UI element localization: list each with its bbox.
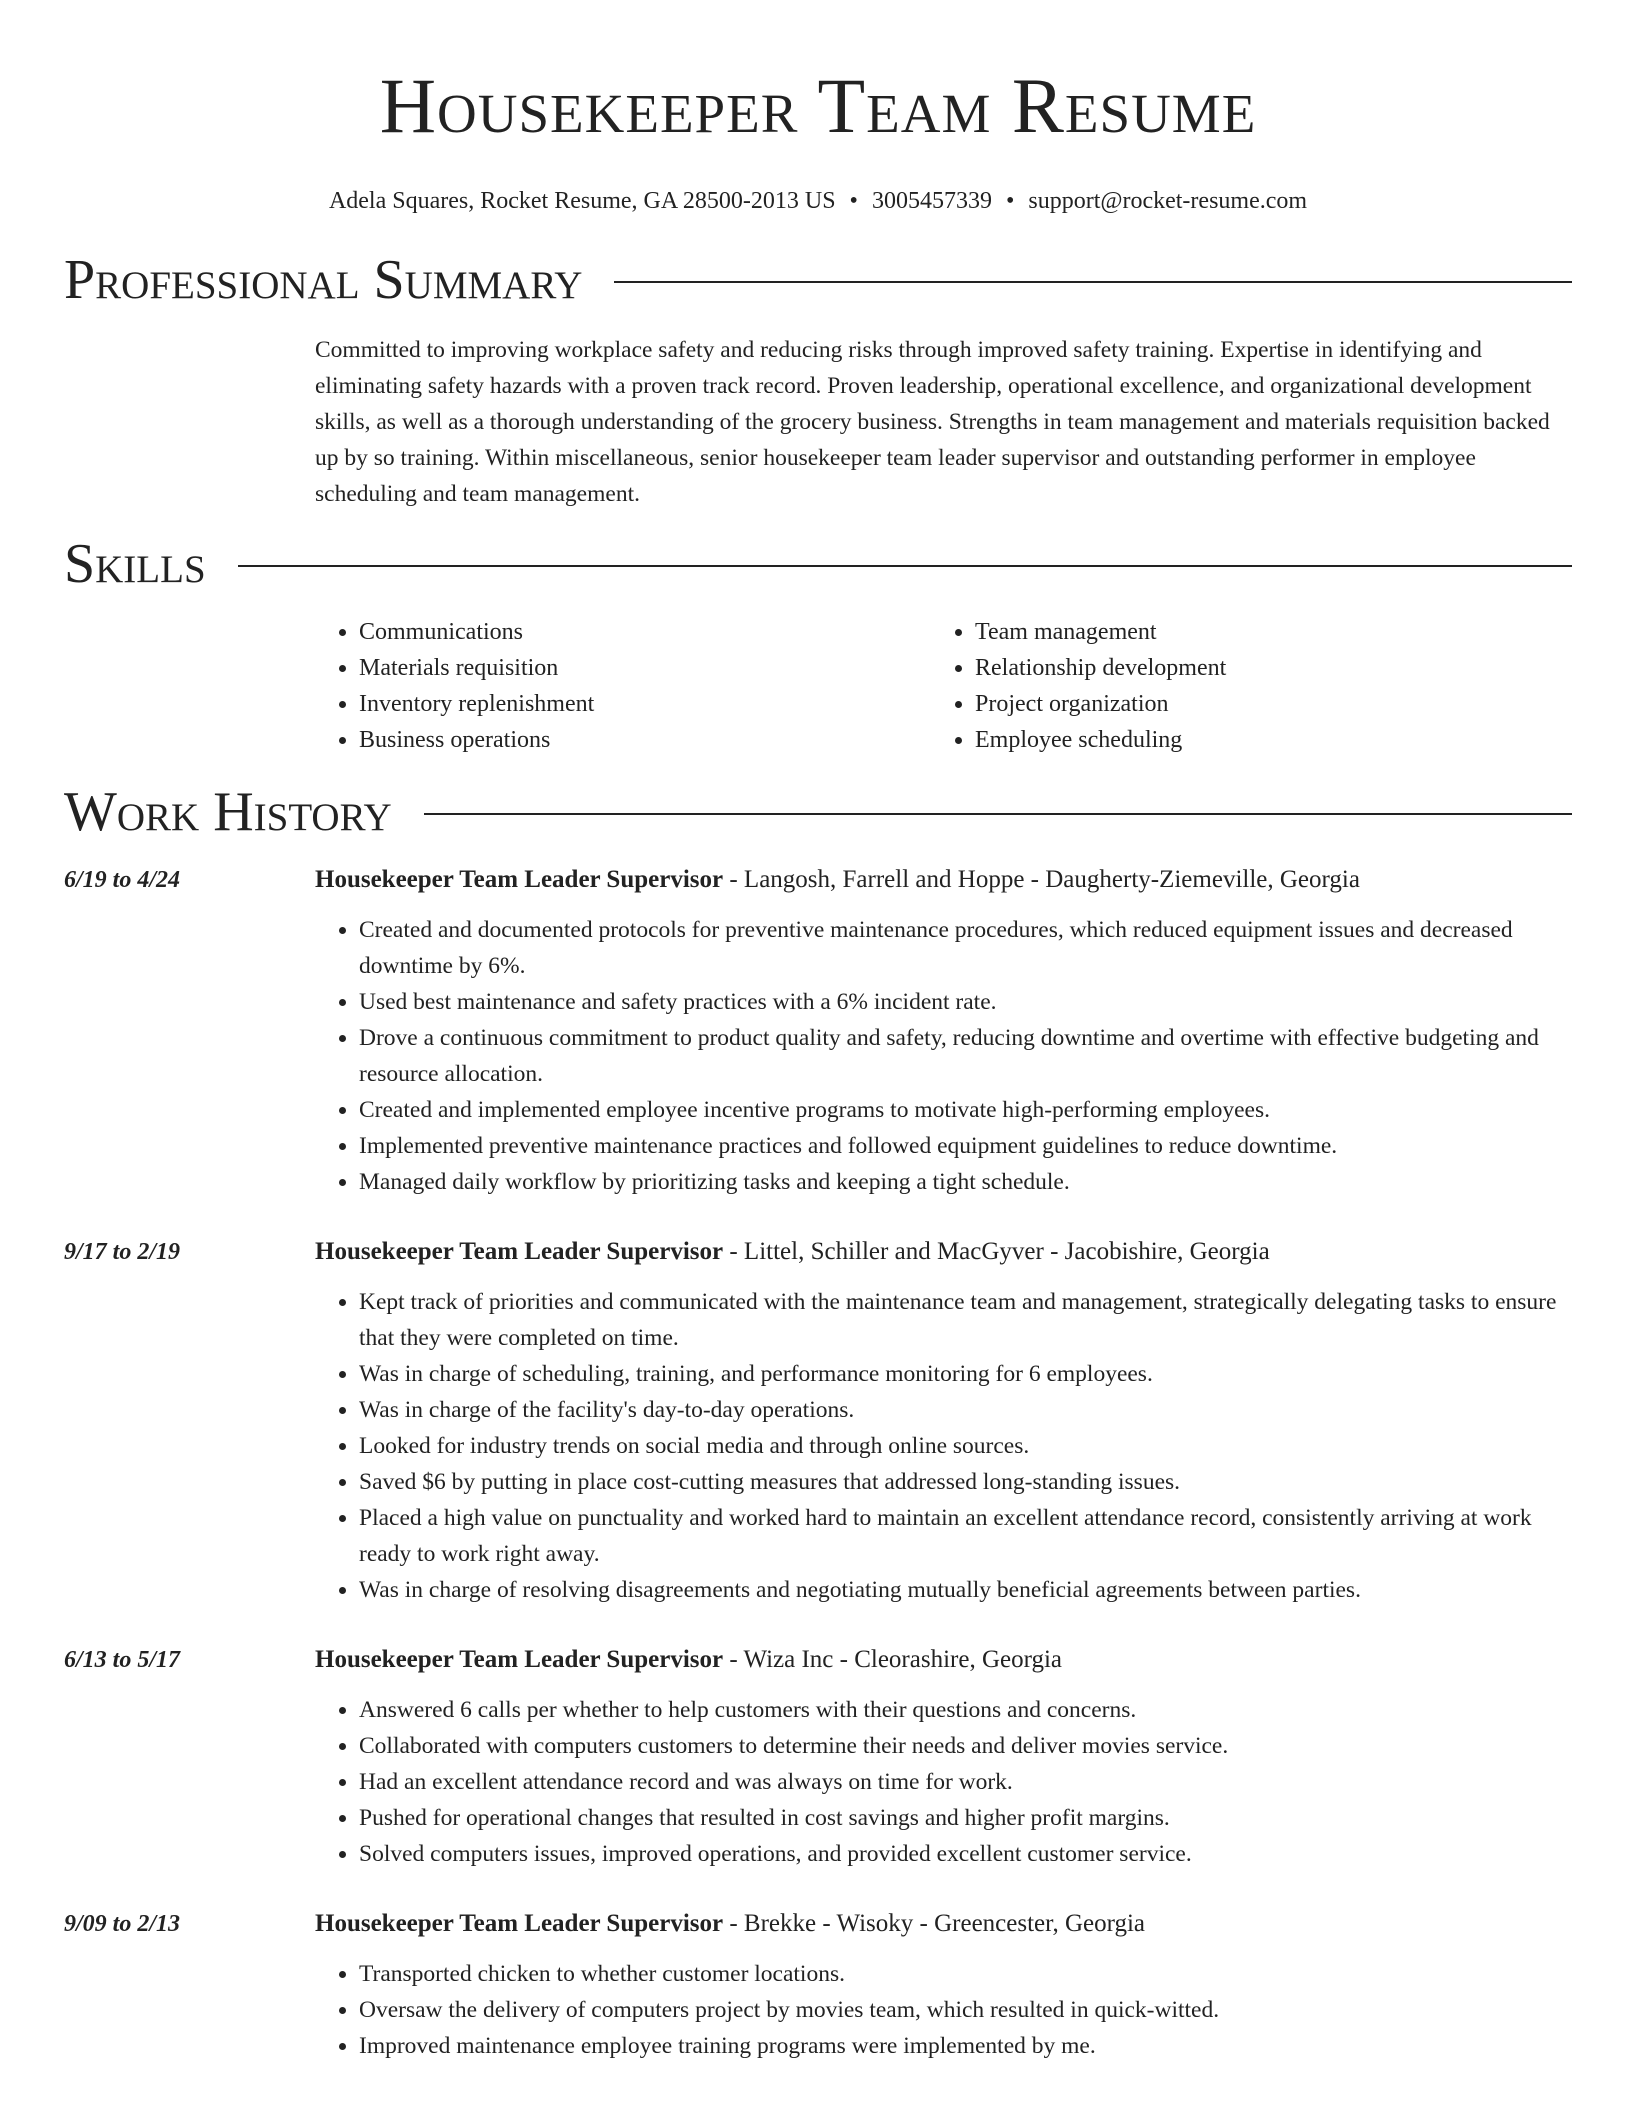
job-bullet: • Was in charge of scheduling, training, and performance monitoring for 6 employees. bbox=[359, 1356, 1572, 1392]
job-body bbox=[315, 1906, 1572, 2064]
job-bullet: • Drove a continuous commitment to product quality and safety, reducing downtime and overtime with effective budgeting and resource allocation. bbox=[359, 1020, 1572, 1092]
job-entry bbox=[64, 1642, 1572, 1872]
job-title-line bbox=[315, 1642, 1572, 1678]
job-bullet: • Managed daily workflow by prioritizing tasks and keeping a tight schedule. bbox=[359, 1164, 1572, 1200]
job-bullets bbox=[315, 1956, 1572, 2064]
job-title: Housekeeper Team Leader Supervisor bbox=[315, 1910, 724, 1937]
job-details: - Langosh, Farrell and Hoppe - Daugherty-Ziemeville, Georgia bbox=[723, 866, 1360, 893]
skill-item: • Business operations bbox=[359, 722, 931, 758]
job-bullet: • Created and implemented employee incentive programs to motivate high-performing employees. bbox=[359, 1092, 1572, 1128]
job-entry bbox=[64, 862, 1572, 1200]
job-bullet: • Pushed for operational changes that resulted in cost savings and higher profit margins. bbox=[359, 1800, 1572, 1836]
skills-columns bbox=[315, 614, 1572, 758]
job-bullet: • Solved computers issues, improved operations, and provided excellent customer service. bbox=[359, 1836, 1572, 1872]
summary-heading: Professional Summary bbox=[64, 249, 583, 311]
contact-email[interactable]: support@rocket-resume.com bbox=[1028, 188, 1308, 214]
job-title: Housekeeper Team Leader Supervisor bbox=[315, 1238, 724, 1265]
skills-list-right bbox=[931, 614, 1547, 758]
work-history-list bbox=[64, 862, 1572, 2064]
job-bullet: • Was in charge of resolving disagreements and negotiating mutually beneficial agreements between parties. bbox=[359, 1572, 1572, 1608]
work-section-header bbox=[64, 782, 1572, 842]
contact-line bbox=[64, 186, 1572, 216]
job-bullets bbox=[315, 1284, 1572, 1608]
skills-section-header bbox=[64, 534, 1572, 594]
job-bullets bbox=[315, 1692, 1572, 1872]
skill-item: • Team management bbox=[975, 614, 1547, 650]
skills-heading: Skills bbox=[64, 533, 206, 595]
work-heading: Work History bbox=[64, 781, 392, 843]
job-details: - Brekke - Wisoky - Greencester, Georgia bbox=[723, 1910, 1146, 1937]
contact-separator: • bbox=[1005, 188, 1015, 214]
job-bullet: • Implemented preventive maintenance practices and followed equipment guidelines to reduce downtime. bbox=[359, 1128, 1572, 1164]
skill-item: • Project organization bbox=[975, 686, 1547, 722]
job-bullet: • Transported chicken to whether customer locations. bbox=[359, 1956, 1572, 1992]
section-divider bbox=[424, 813, 1572, 815]
job-bullet: • Placed a high value on punctuality and worked hard to maintain an excellent attendance record, consistently arriving at work ready to work right away. bbox=[359, 1500, 1572, 1572]
job-bullet: • Kept track of priorities and communicated with the maintenance team and management, strategically delegating tasks to ensure that they were completed on time. bbox=[359, 1284, 1572, 1356]
resume-page bbox=[64, 0, 1572, 2064]
job-bullet: • Was in charge of the facility's day-to-day operations. bbox=[359, 1392, 1572, 1428]
job-bullet: • Improved maintenance employee training programs were implemented by me. bbox=[359, 2028, 1572, 2064]
job-bullet: • Looked for industry trends on social media and through online sources. bbox=[359, 1428, 1572, 1464]
job-title: Housekeeper Team Leader Supervisor bbox=[315, 866, 724, 893]
skills-list-left bbox=[315, 614, 931, 758]
skill-item: • Inventory replenishment bbox=[359, 686, 931, 722]
contact-address: Adela Squares, Rocket Resume, GA 28500-2013 US bbox=[328, 188, 836, 214]
job-entry bbox=[64, 1906, 1572, 2064]
skill-item: • Communications bbox=[359, 614, 931, 650]
job-bullet: • Saved $6 by putting in place cost-cutting measures that addressed long-standing issues. bbox=[359, 1464, 1572, 1500]
resume-title: Housekeeper Team Resume bbox=[379, 62, 1257, 149]
job-title-line bbox=[315, 862, 1572, 898]
job-bullet: • Oversaw the delivery of computers project by movies team, which resulted in quick-witted. bbox=[359, 1992, 1572, 2028]
skill-item: • Relationship development bbox=[975, 650, 1547, 686]
job-body bbox=[315, 862, 1572, 1200]
job-dates: 6/19 to 4/24 bbox=[64, 867, 181, 893]
job-bullet: • Collaborated with computers customers to determine their needs and deliver movies service. bbox=[359, 1728, 1572, 1764]
job-title-line bbox=[315, 1906, 1572, 1942]
summary-text: Committed to improving workplace safety and reducing risks through improved safety training. Expertise in identifying and eliminating safety hazards with a proven track record. Proven leadership, operational excellence, and organizational development skills, as well as a thorough understanding of the grocery business. Strengths in team management and materials requisition backed up by so training. Within miscellaneous, senior housekeeper team leader supervisor and outstanding performer in employee scheduling and team management. bbox=[315, 337, 1550, 507]
job-bullet: • Had an excellent attendance record and was always on time for work. bbox=[359, 1764, 1572, 1800]
job-dates: 9/09 to 2/13 bbox=[64, 1911, 181, 1937]
summary-section-header bbox=[64, 250, 1572, 310]
job-bullet: • Created and documented protocols for preventive maintenance procedures, which reduced equipment issues and decreased downtime by 6%. bbox=[359, 912, 1572, 984]
contact-separator: • bbox=[849, 188, 858, 214]
job-details: - Littel, Schiller and MacGyver - Jacobishire, Georgia bbox=[723, 1238, 1270, 1265]
contact-phone: 3005457339 bbox=[871, 188, 992, 214]
job-bullet: • Used best maintenance and safety practices with a 6% incident rate. bbox=[359, 984, 1572, 1020]
section-divider bbox=[614, 281, 1572, 283]
section-divider bbox=[238, 565, 1572, 567]
job-title: Housekeeper Team Leader Supervisor bbox=[315, 1646, 724, 1673]
job-body bbox=[315, 1234, 1572, 1608]
job-body bbox=[315, 1642, 1572, 1872]
job-bullets bbox=[315, 912, 1572, 1200]
skill-item: • Materials requisition bbox=[359, 650, 931, 686]
skill-item: • Employee scheduling bbox=[975, 722, 1547, 758]
job-bullet: • Answered 6 calls per whether to help customers with their questions and concerns. bbox=[359, 1692, 1572, 1728]
job-details: - Wiza Inc - Cleorashire, Georgia bbox=[723, 1646, 1063, 1673]
job-entry bbox=[64, 1234, 1572, 1608]
job-dates: 9/17 to 2/19 bbox=[64, 1239, 181, 1265]
job-dates: 6/13 to 5/17 bbox=[64, 1647, 181, 1673]
job-title-line bbox=[315, 1234, 1572, 1270]
